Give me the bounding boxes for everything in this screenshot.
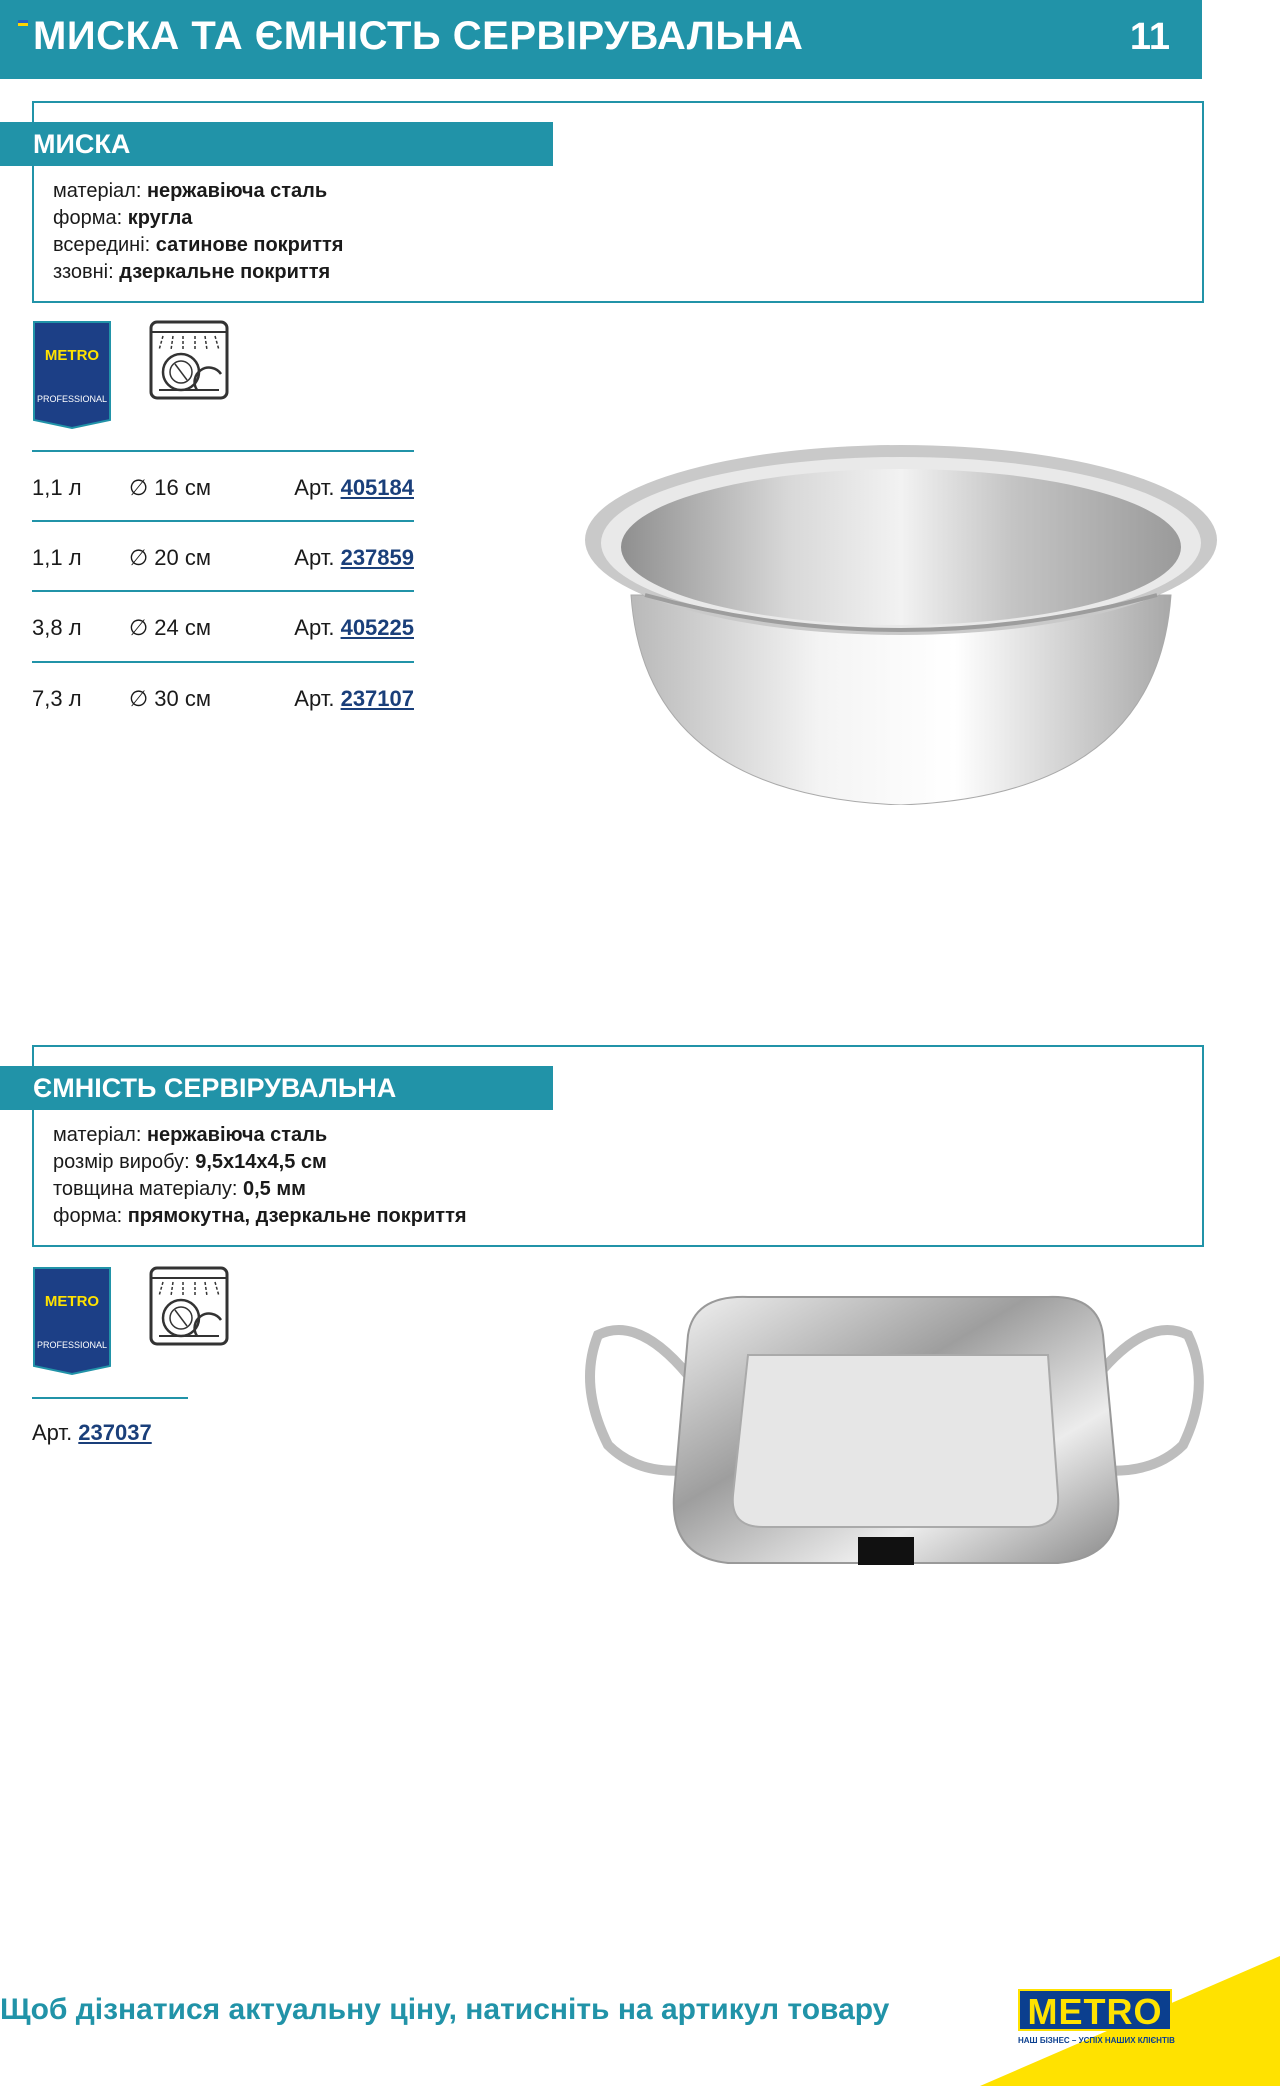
page-number: 11 (1129, 16, 1170, 58)
spec-line: матеріал: нержавіюча сталь (53, 180, 328, 202)
diameter: ∅ 30 см (129, 686, 211, 711)
divider (32, 661, 414, 663)
metro-logo: METRO (1018, 1989, 1172, 2031)
dishwasher-safe-icon (149, 320, 229, 400)
article: Арт. 405184 (294, 475, 414, 500)
table-row (32, 615, 414, 685)
footer-cta: Щоб дізнатися актуальну ціну, натисніть на артикул товару (0, 1993, 890, 2026)
dishwasher-safe-icon (149, 1266, 229, 1346)
section2-frame-bottom (32, 1245, 1204, 1247)
spec-line: ззовні: дзеркальне покриття (53, 261, 331, 283)
diameter: ∅ 24 см (129, 615, 211, 640)
metro-tagline: НАШ БІЗНЕС – УСПІХ НАШИХ КЛІЄНТІВ (1018, 2036, 1175, 2045)
spec-line: всередині: сатинове покриття (53, 234, 344, 256)
section2-title: ЄМНІСТЬ СЕРВІРУВАЛЬНА (0, 1066, 553, 1110)
spec-line: товщина матеріалу: 0,5 мм (53, 1178, 306, 1200)
spec-line: форма: прямокутна, дзеркальне покриття (53, 1205, 467, 1227)
header-bar (0, 0, 1202, 79)
section1-specs (53, 178, 343, 286)
serving-dish-image (578, 1295, 1212, 1570)
svg-text:PROFESSIONAL: PROFESSIONAL (36, 394, 108, 404)
article-row (32, 1420, 232, 1490)
section1-frame-top (32, 101, 1204, 103)
section2-specs (53, 1122, 467, 1230)
section1-frame-right (1202, 101, 1204, 303)
table-row (32, 545, 414, 615)
article-link[interactable]: 237859 (340, 545, 414, 570)
article: Арт. 237107 (294, 686, 414, 711)
spec-line: розмір виробу: 9,5х14х4,5 см (53, 1151, 327, 1173)
article-link[interactable]: 237107 (340, 686, 414, 711)
article-link[interactable]: 405225 (340, 615, 414, 640)
table-row (32, 475, 414, 545)
table-row (32, 686, 414, 756)
svg-text:METRO: METRO (44, 347, 100, 364)
divider (32, 450, 414, 452)
divider (32, 590, 414, 592)
article-link[interactable]: 405184 (340, 475, 414, 500)
divider (32, 520, 414, 522)
article: Арт. 237037 (32, 1420, 152, 1445)
article: Арт. 237859 (294, 545, 414, 570)
volume: 1,1 л (32, 475, 82, 500)
svg-text:METRO: METRO (44, 1293, 100, 1310)
bowl-image (585, 435, 1217, 805)
spec-line: форма: кругла (53, 207, 193, 229)
metro-professional-badge-icon (32, 1266, 112, 1376)
volume: 1,1 л (32, 545, 82, 570)
section1-title: МИСКА (0, 122, 553, 166)
svg-text:PROFESSIONAL: PROFESSIONAL (36, 1340, 108, 1350)
metro-professional-badge-icon (32, 320, 112, 430)
divider (32, 1397, 188, 1399)
article: Арт. 405225 (294, 615, 414, 640)
diameter: ∅ 16 см (129, 475, 211, 500)
spec-line: матеріал: нержавіюча сталь (53, 1124, 328, 1146)
section1-frame-bottom (32, 301, 1204, 303)
volume: 7,3 л (32, 686, 82, 711)
section2-frame-right (1202, 1045, 1204, 1247)
article-link[interactable]: 237037 (78, 1420, 152, 1445)
diameter: ∅ 20 см (129, 545, 211, 570)
volume: 3,8 л (32, 615, 82, 640)
ukraine-flag-icon (18, 20, 28, 26)
page-title: МИСКА ТА ЄМНІСТЬ СЕРВІРУВАЛЬНА (33, 14, 804, 58)
section2-frame-top (32, 1045, 1204, 1047)
